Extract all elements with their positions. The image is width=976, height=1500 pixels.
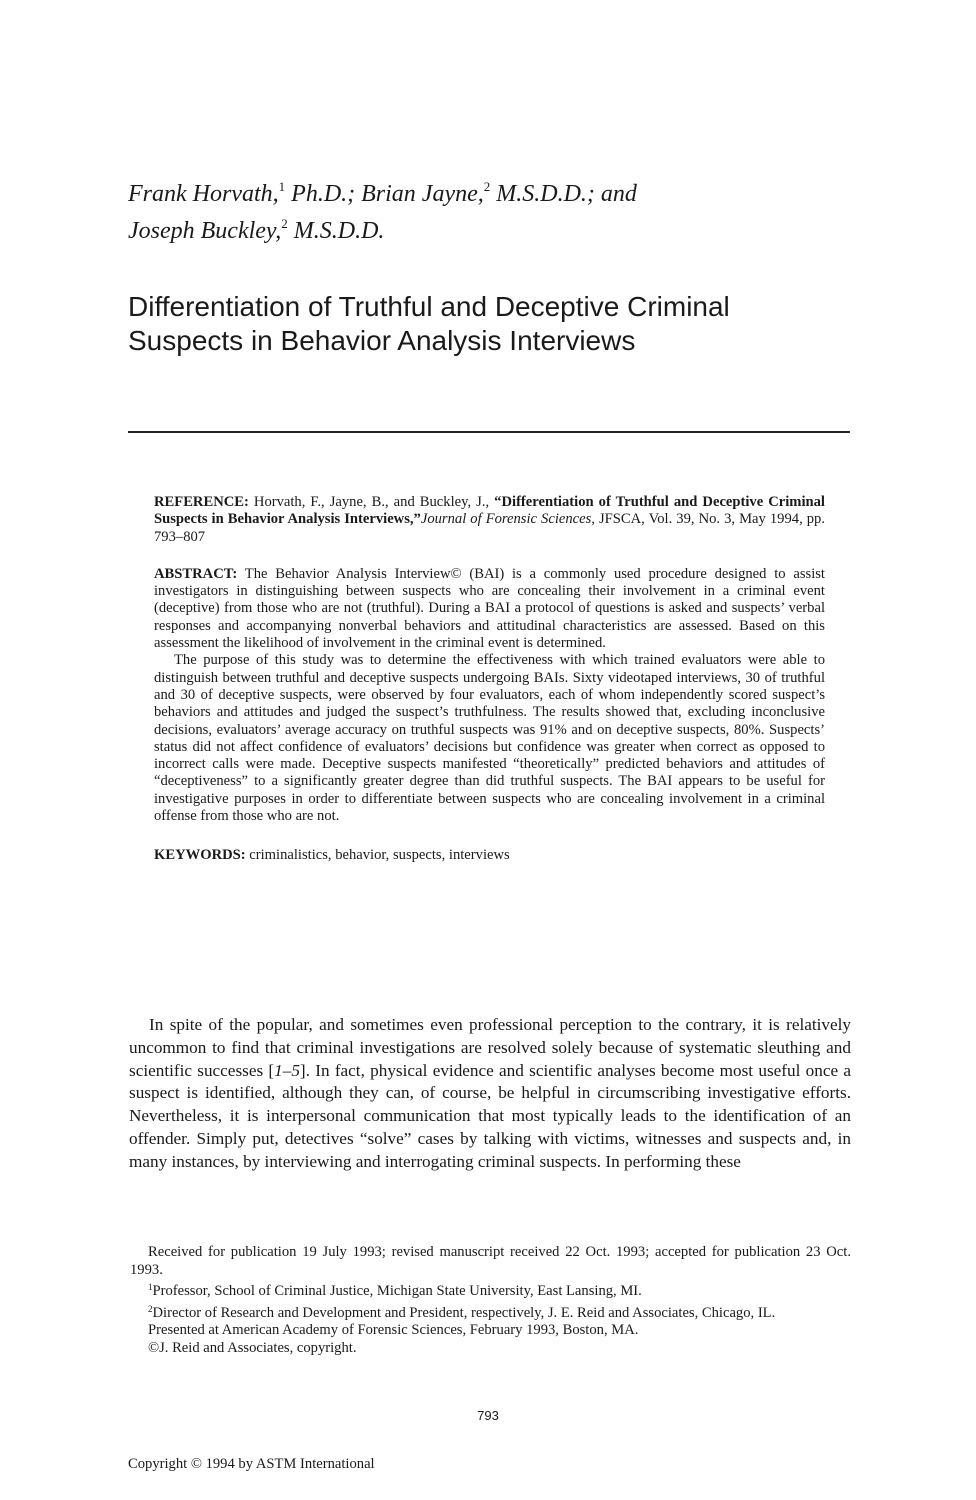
author-line-1: [128, 172, 848, 209]
author-1-affiliation: 1: [278, 179, 286, 194]
title-line-1: Differentiation of Truthful and Deceptive Criminal: [128, 291, 730, 322]
abstract-label: ABSTRACT:: [154, 565, 238, 582]
citation: 1–5: [274, 1060, 300, 1080]
footnote-presented: Presented at American Academy of Forensic Sciences, February 1993, Boston, MA.: [148, 1322, 639, 1338]
reference-paragraph: [154, 494, 825, 546]
page-number: 793: [477, 1408, 499, 1423]
spacer: [154, 546, 825, 566]
keywords-paragraph: [154, 847, 825, 864]
abstract-block: [154, 494, 825, 865]
author-list: [128, 172, 848, 246]
author-3-affiliation: 2: [281, 216, 288, 231]
footnotes: [130, 1244, 851, 1357]
abstract-paragraph-2: The purpose of this study was to determine the effectiveness with which trained evaluators were able to distinguish between truthful and deceptive suspects undergoing BAIs. Sixty videotaped interviews, 30 of truthful and 30 of deceptive suspects, were observed by four evaluators, each of whom independently scored suspect’s behaviors and attitudes and judged the suspect’s truthfulness. The results showed that, excluding inconclusive decisions, evaluators’ average accuracy on truthful suspects was 91% and on deceptive suspects, 80%. Suspects’ status did not affect confidence of evaluators’ decisions but confidence was greater when correct as opposed to incorrect calls were made. Deceptive suspects manifested “theoretically” predicted behaviors and attitudes of “deceptiveness” to a significantly greater degree than did truthful suspects. The BAI appears to be useful for investigative purposes in order to differentiate between suspects who are concealing involvement in a criminal offense from those who are not.: [154, 652, 825, 825]
reference-article-title: “Differentiation of Truthful and Deceptive Criminal Suspects in Behavior Analysis Interviews,”: [154, 494, 825, 528]
title-divider: [128, 431, 850, 433]
footnote-1: [130, 1279, 851, 1301]
reference-authors: Horvath, F., Jayne, B., and Buckley, J.,: [248, 494, 495, 510]
keywords-text: criminalistics, behavior, suspects, interviews: [245, 847, 510, 864]
body-text-part-1: In spite of the popular, and sometimes even professional perception to the contrary, it is relatively uncommon to find that criminal investigations are resolved solely because of systematic sleuthing and scientific successes [: [129, 1015, 851, 1080]
body-paragraph-1: [129, 1014, 851, 1174]
reference-tail: JFSCA, Vol. 39, No. 3, May 1994, pp. 793–807: [154, 511, 825, 545]
author-2-degree: M.S.D.D.; and: [490, 181, 637, 207]
author-1-degree: Ph.D.; Brian Jayne,: [285, 181, 484, 207]
reference-label: REFERENCE:: [154, 494, 249, 510]
body-text-part-2: ]. In fact, physical evidence and scientific analyses become most useful once a suspect is identified, although they can, of course, be helpful in circumscribing investigative efforts. Nevertheless, it is interpersonal communication that most typically leads to the identification of an offender. Simply put, detectives “solve” cases by talking with victims, witnesses and suspects and, in many instances, by interviewing and interrogating criminal suspects. In performing these: [129, 1060, 851, 1171]
title-line-2: Suspects in Behavior Analysis Interviews: [128, 325, 636, 356]
author-line-2: [128, 209, 848, 246]
author-3-name: Joseph Buckley,: [128, 218, 282, 244]
body-text: [129, 1014, 851, 1174]
author-3-degree: M.S.D.D.: [287, 218, 385, 244]
footnote-1-text: Professor, School of Criminal Justice, Michigan State University, East Lansing, MI.: [152, 1283, 642, 1299]
footnote-2-text: Director of Research and Development and President, respectively, J. E. Reid and Associates, Chicago, IL.: [152, 1304, 776, 1321]
abstract-text-1: The Behavior Analysis Interview© (BAI) is a commonly used procedure designed to assist investigators in distinguishing between suspects who are concealing their involvement in a criminal event (deceptive) from those who are not (truthful). During a BAI a protocol of questions is asked and suspects’ verbal responses and accompanying nonverbal behaviors and attitudinal characteristics are assessed. Based on this assessment the likelihood of involvement in the criminal event is determined.: [154, 565, 825, 652]
footnote-1-marker: 1: [148, 1282, 153, 1292]
footnote-copyright: ©J. Reid and Associates, copyright.: [148, 1339, 357, 1356]
footnote-2-marker: 2: [148, 1303, 153, 1314]
author-1-name: Frank Horvath,: [128, 181, 279, 207]
footnote-received: Received for publication 19 July 1993; revised manuscript received 22 Oct. 1993; accepted for publication 23 Oct. 1993.: [130, 1244, 851, 1278]
footnote-2: [130, 1301, 851, 1323]
copyright-notice: Copyright © 1994 by ASTM International: [128, 1456, 375, 1472]
abstract-paragraph-1: [154, 566, 825, 652]
reference-journal: Journal of Forensic Sciences,: [420, 511, 595, 528]
keywords-label: KEYWORDS:: [154, 847, 246, 864]
article-title: [128, 290, 868, 358]
author-2-affiliation: 2: [483, 179, 491, 194]
